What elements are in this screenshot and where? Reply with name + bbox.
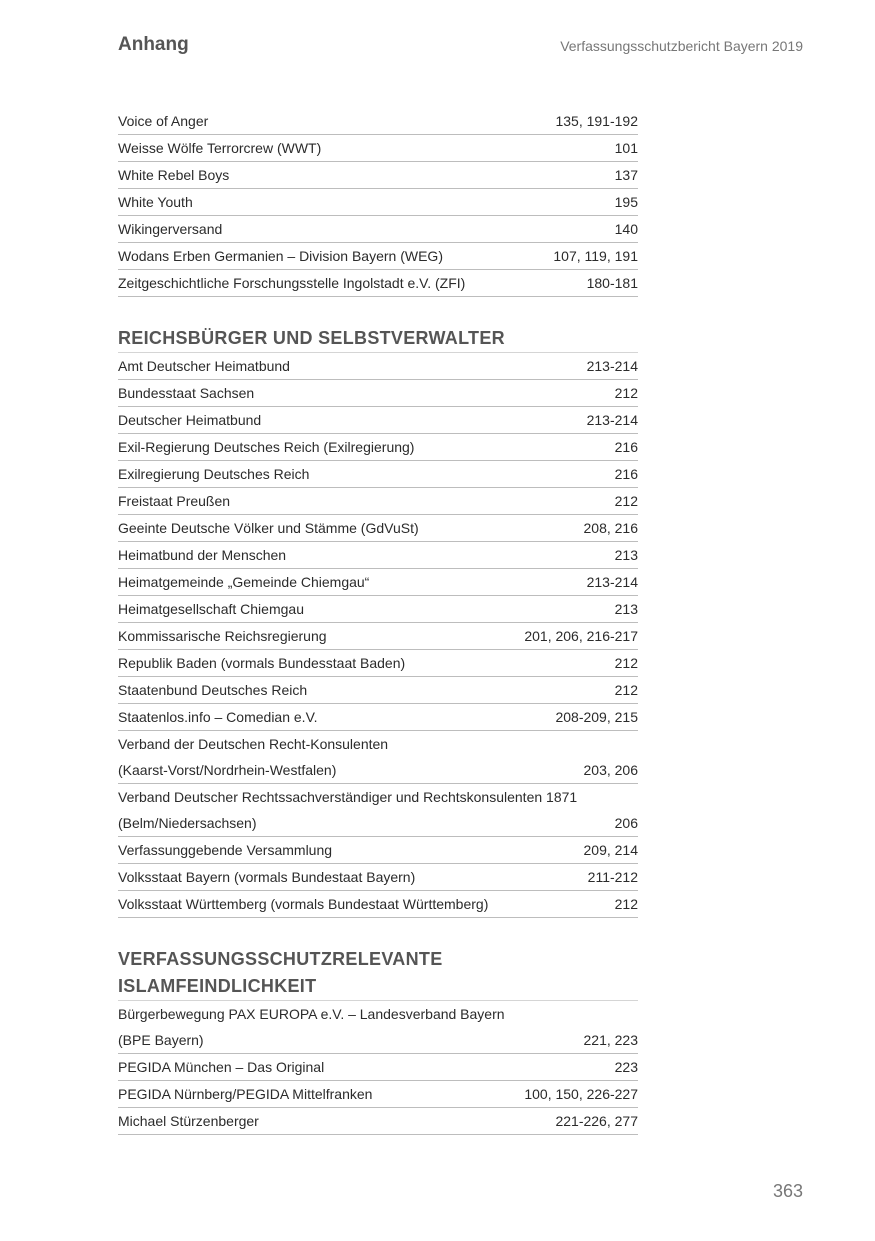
publication-title: Verfassungsschutzbericht Bayern 2019 — [560, 38, 803, 54]
entry-name: PEGIDA Nürnberg/PEGIDA Mittelfranken — [118, 1086, 373, 1102]
index-entry — [118, 461, 638, 488]
entry-name: Voice of Anger — [118, 113, 209, 129]
section-table — [118, 1000, 638, 1135]
entry-pages: 213-214 — [586, 358, 638, 374]
index-entry — [118, 891, 638, 918]
index-entry — [118, 243, 638, 270]
entry-name: Republik Baden (vormals Bundesstaat Baden) — [118, 655, 406, 671]
index-entry — [118, 1027, 638, 1054]
entry-pages: 101 — [614, 140, 638, 156]
index-entry — [118, 677, 638, 704]
index-entry — [118, 542, 638, 569]
index-entry — [118, 434, 638, 461]
page-number: 363 — [772, 1181, 803, 1201]
entry-name: Wikingerversand — [118, 221, 223, 237]
index-entry — [118, 569, 638, 596]
entry-name: Bürgerbewegung PAX EUROPA e.V. – Landesverband Bayern — [118, 1006, 505, 1022]
entry-pages: 209, 214 — [583, 842, 638, 858]
entry-pages: 221, 223 — [583, 1032, 638, 1048]
entry-pages: 195 — [614, 194, 638, 210]
entry-pages: 221-226, 277 — [555, 1113, 638, 1129]
entry-name: Bundesstaat Sachsen — [118, 385, 255, 401]
entry-name: Amt Deutscher Heimatbund — [118, 358, 290, 374]
index-entry — [118, 488, 638, 515]
index-list — [118, 108, 638, 1135]
section-heading — [118, 325, 638, 352]
entry-name: Heimatgemeinde „Gemeinde Chiemgau“ — [118, 574, 370, 590]
entry-pages: 212 — [614, 385, 638, 401]
entry-pages: 212 — [614, 682, 638, 698]
index-sections — [118, 325, 638, 1135]
index-entry — [118, 623, 638, 650]
entry-pages: 203, 206 — [583, 762, 638, 778]
entry-name: (Belm/Niedersachsen) — [118, 815, 257, 831]
entry-name: Exilregierung Deutsches Reich — [118, 466, 310, 482]
entry-pages: 212 — [614, 896, 638, 912]
entry-name: (Kaarst-Vorst/Nordrhein-Westfalen) — [118, 762, 337, 778]
entry-pages: 100, 150, 226-227 — [524, 1086, 638, 1102]
entry-name: (BPE Bayern) — [118, 1032, 204, 1048]
entry-pages: 201, 206, 216-217 — [524, 628, 638, 644]
index-entry — [118, 1054, 638, 1081]
entry-name: Deutscher Heimatbund — [118, 412, 262, 428]
entry-pages: 137 — [614, 167, 638, 183]
index-entry — [118, 757, 638, 784]
entry-name: Freistaat Preußen — [118, 493, 231, 509]
entry-pages: 135, 191-192 — [555, 113, 638, 129]
section-heading-line: VERFASSUNGSSCHUTZRELEVANTE — [118, 949, 443, 969]
entry-pages: 212 — [614, 493, 638, 509]
index-entry — [118, 270, 638, 297]
entry-pages: 208-209, 215 — [555, 709, 638, 725]
index-entry-first-line — [118, 1000, 638, 1027]
entry-name: Kommissarische Reichsregierung — [118, 628, 327, 644]
entry-name: Zeitgeschichtliche Forschungsstelle Ingolstadt e.V. (ZFI) — [118, 275, 466, 291]
index-entry — [118, 810, 638, 837]
entry-pages: 107, 119, 191 — [553, 248, 638, 264]
entry-name: Geeinte Deutsche Völker und Stämme (GdVuSt) — [118, 520, 419, 536]
entry-pages: 180-181 — [586, 275, 638, 291]
index-entry — [118, 864, 638, 891]
entry-name: PEGIDA München – Das Original — [118, 1059, 325, 1075]
chapter-title: Anhang — [118, 34, 189, 55]
index-entry — [118, 162, 638, 189]
entry-name: Michael Stürzenberger — [118, 1113, 259, 1129]
index-entry — [118, 108, 638, 135]
entry-name: White Rebel Boys — [118, 167, 230, 183]
entry-pages: 216 — [614, 466, 638, 482]
section-heading — [118, 946, 638, 1000]
entry-name: Staatenbund Deutsches Reich — [118, 682, 308, 698]
index-entry — [118, 189, 638, 216]
entry-pages: 206 — [614, 815, 638, 831]
index-entry — [118, 380, 638, 407]
index-entry — [118, 407, 638, 434]
index-entry-first-line — [118, 784, 638, 810]
entry-pages: 213-214 — [586, 412, 638, 428]
entry-pages: 213-214 — [586, 574, 638, 590]
entry-name: Wodans Erben Germanien – Division Bayern (WEG) — [118, 248, 443, 264]
entry-pages: 140 — [614, 221, 638, 237]
entry-name: Heimatbund der Menschen — [118, 547, 287, 563]
section-heading-line: ISLAMFEINDLICHKEIT — [118, 976, 317, 996]
index-entry — [118, 704, 638, 731]
entry-pages: 211-212 — [587, 869, 638, 885]
entry-pages: 213 — [614, 547, 638, 563]
entry-name: Verfassunggebende Versammlung — [118, 842, 333, 858]
index-entry — [118, 1108, 638, 1135]
entry-name: Volksstaat Bayern (vormals Bundestaat Bayern) — [118, 869, 416, 885]
entry-name: Exil-Regierung Deutsches Reich (Exilregierung) — [118, 439, 415, 455]
section-heading-line: REICHSBÜRGER UND SELBSTVERWALTER — [118, 328, 505, 348]
entry-name: Verband Deutscher Rechtssachverständiger und Rechtskonsulenten 1871 — [118, 789, 578, 805]
section-table — [118, 352, 638, 918]
index-entry — [118, 837, 638, 864]
index-entry — [118, 352, 638, 380]
index-entry — [118, 596, 638, 623]
entry-name: Staatenlos.info – Comedian e.V. — [118, 709, 318, 725]
index-entry — [118, 515, 638, 542]
entry-pages: 216 — [614, 439, 638, 455]
entry-pages: 213 — [614, 601, 638, 617]
index-entry — [118, 216, 638, 243]
entry-name: Volksstaat Württemberg (vormals Bundestaat Württemberg) — [118, 896, 489, 912]
index-table — [118, 108, 638, 297]
index-entry — [118, 135, 638, 162]
entry-pages: 208, 216 — [583, 520, 638, 536]
entry-name: Verband der Deutschen Recht-Konsulenten — [118, 736, 389, 752]
entry-name: Heimatgesellschaft Chiemgau — [118, 601, 304, 617]
entry-pages: 223 — [614, 1059, 638, 1075]
entry-pages: 212 — [614, 655, 638, 671]
entry-name: Weisse Wölfe Terrorcrew (WWT) — [118, 140, 322, 156]
index-entry — [118, 1081, 638, 1108]
index-entry — [118, 650, 638, 677]
index-entry-first-line — [118, 731, 638, 757]
entry-name: White Youth — [118, 194, 193, 210]
